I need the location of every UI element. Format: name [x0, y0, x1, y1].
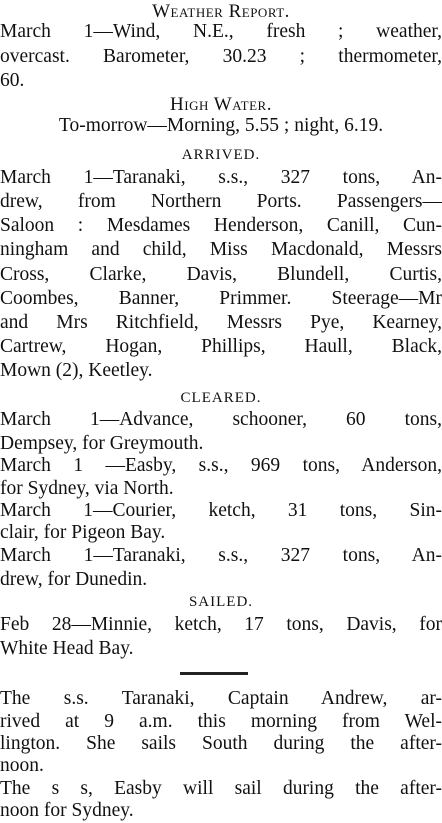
cleared-line: March 1—Taranaki, s.s., 327 tons, An-: [0, 544, 442, 566]
sailed-line: Feb 28—Minnie, ketch, 17 tons, Davis, for: [0, 613, 442, 635]
arrived-line: ningham and child, Miss Macdonald, Messrs: [0, 239, 442, 261]
arrived-line: drew, from Northern Ports. Passengers—: [0, 190, 442, 212]
notes-line: noon for Sydney.: [0, 800, 134, 821]
arrived-line: Mown (2), Keetley.: [0, 360, 153, 382]
notes-line: lington. She sails South during the after-: [0, 732, 442, 754]
cleared-line: Dempsey, for Greymouth.: [0, 433, 204, 455]
cleared-line: drew, for Dunedin.: [0, 569, 148, 591]
arrived-line: Coombes, Banner, Primmer. Steerage—Mr: [0, 287, 442, 309]
weather-line: overcast. Barometer, 30.23 ; thermometer,: [0, 45, 442, 67]
cleared-line: March 1—Advance, schooner, 60 tons,: [0, 408, 442, 430]
cleared-line: March 1—Courier, ketch, 31 tons, Sin-: [0, 500, 442, 522]
cleared-line: for Sydney, via North.: [0, 477, 174, 499]
arrived-line: Saloon : Mesdames Henderson, Canill, Cun-: [0, 215, 442, 237]
arrived-line: March 1—Taranaki, s.s., 327 tons, An-: [0, 166, 442, 188]
notes-line: The s.s. Taranaki, Captain Andrew, ar-: [0, 688, 442, 710]
cleared-line: clair, for Pigeon Bay.: [0, 522, 166, 544]
arrived-line: Cartrew, Hogan, Phillips, Haull, Black,: [0, 336, 442, 358]
high-water-line: To-morrow—Morning, 5.55 ; night, 6.19.: [58, 114, 384, 136]
weather-report-heading: Weather Report.: [152, 1, 290, 22]
arrived-line: and Mrs Ritchfield, Messrs Pye, Kearney,: [0, 312, 442, 334]
notes-line: noon.: [0, 755, 44, 777]
notes-line: The s s, Easby will sail during the after-: [0, 777, 442, 799]
notes-line: rived at 9 a.m. this morning from Wel-: [0, 710, 442, 732]
weather-line: 60.: [0, 69, 25, 91]
high-water-heading: High Water.: [170, 94, 272, 116]
arrived-line: Cross, Clarke, Davis, Blundell, Curtis,: [0, 263, 442, 285]
weather-line: March 1—Wind, N.E., fresh ; weather,: [0, 21, 442, 43]
sailed-heading: SAILED.: [188, 594, 254, 611]
sailed-line: White Head Bay.: [0, 637, 134, 659]
cleared-heading: CLEARED.: [180, 389, 262, 406]
section-divider: [180, 672, 248, 675]
cleared-line: March 1 —Easby, s.s., 969 tons, Anderson,: [0, 455, 442, 477]
arrived-heading: ARRIVED.: [181, 147, 261, 164]
